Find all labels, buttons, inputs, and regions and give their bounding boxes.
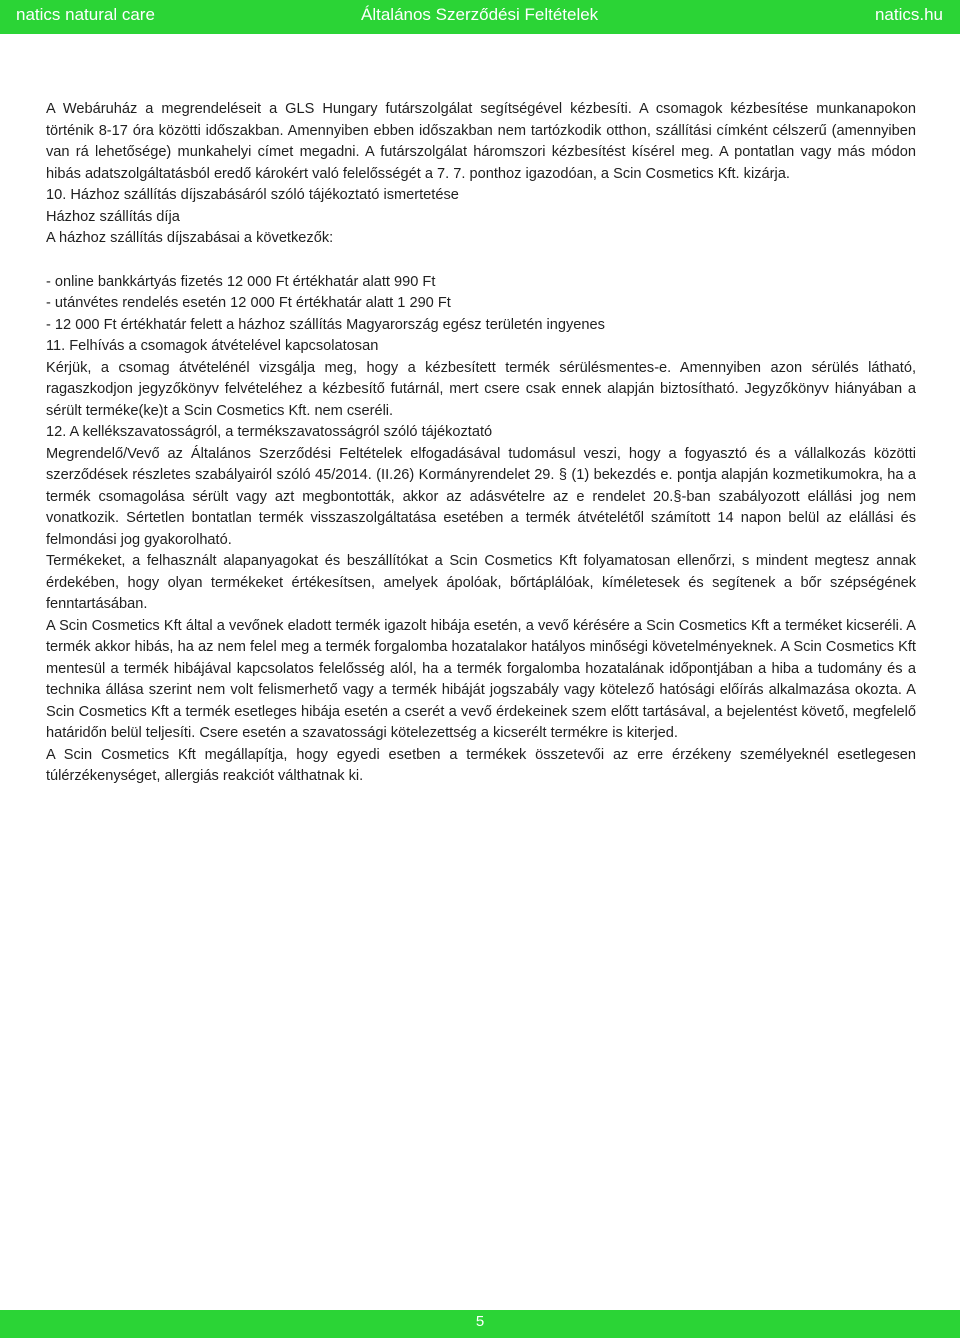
section-12-heading: 12. A kellékszavatosságról, a termékszavatosságról szóló tájékoztató (46, 424, 493, 440)
brand-name: natics natural care (16, 5, 155, 24)
section-10-lead: A házhoz szállítás díjszabásai a következők: (46, 230, 334, 246)
section-12-paragraph: A Scin Cosmetics Kft által a vevőnek eladott termék igazolt hibája esetén, a vevő kérésére a Scin Cosmetics Kft a terméket kicseréli. A termék akkor hibás, ha az nem felel meg a termék forgalomba hozatalakor hatályos minőségi követelményeknek. A Scin Cosmetics Kft mentesül a termék hibájával kapcsolatos felelősség alól, ha a termék forgalomba hozatalának időpontjában a hiba a tudomány és a technika állása szerint nem volt felismerhető vagy a termék hibáját jogszabály vagy kötelező hatósági előírás alkalmazása okozta. A Scin Cosmetics Kft a termék esetleges hibája esetén a cserét a vevő érdekeinek szem előtt tartásával, a bejelentést követő, megfelelő határidőn belül teljesíti. Csere esetén a szavatossági kötelezettség a kicserélt termékre is kiterjed. (46, 617, 916, 741)
site-url: natics.hu (874, 5, 943, 24)
section-12-paragraph: A Scin Cosmetics Kft megállapítja, hogy egyedi esetben a termékek összetevői az erre érzékeny személyeknél esetlegesen túlérzékenységet, allergiás reakciót válthatnak ki. (46, 746, 916, 784)
page-footer-bar (0, 1310, 960, 1338)
section-10 (46, 185, 916, 336)
section-12-paragraph: Megrendelő/Vevő az Általános Szerződési Feltételek elfogadásával tudomásul veszi, hogy a fogyasztó és a vállalkozás közötti szerződések részletes szabályairól szóló 45/2014. (II.26) Kormányrendelet 29. § (1) bekezdés e. pontja alapján kozmetikumokra, ha a termék csomagolása sérült vagy azt megbontották, akkor az adásvételre az e rendelet 20.§-ban szabályozott elállási jog nem vonatkozik. Sértetlen bontatlan termék visszaszolgáltatása esetében a termék átvételétől számított 14 napon belül az elállási és felmondási jog gyakorolható. (46, 445, 916, 548)
section-10-subheading: Házhoz szállítás díja (46, 208, 180, 225)
document-body (46, 99, 916, 788)
section-11 (46, 336, 916, 422)
section-12 (46, 422, 916, 788)
section-11-heading: 11. Felhívás a csomagok átvételével kapcsolatosan (46, 338, 379, 354)
fee-list-item: - utánvétes rendelés esetén 12 000 Ft értékhatár alatt 1 290 Ft (46, 295, 451, 311)
section-11-body: Kérjük, a csomag átvételénél vizsgálja meg, hogy a kézbesített termék sérülésmentes-e. Amennyiben azon sérülés látható, ragaszkodjon jegyzőkönyv felvételéhez a kézbesítő futárnál, mert csere csak ennek alapján biztosítható. Jegyzőkönyv hiányában a sérült terméke(ke)t a Scin Cosmetics Kft. nem cseréli. (46, 359, 916, 419)
fee-list-item: - online bankkártyás fizetés 12 000 Ft értékhatár alatt 990 Ft (46, 273, 436, 290)
section-10-heading: 10. Házhoz szállítás díjszabásáról szóló tájékoztató ismertetése (46, 187, 459, 203)
section-12-paragraph: Termékeket, a felhasznált alapanyagokat és beszállítókat a Scin Cosmetics Kft folyamatosan ellenőrzi, s mindent megtesz annak érdekében, hogy olyan termékeket értékesítsen, amelyek ápolóak, bőrtáplálóak, kíméletesek és segítenek a bőr szépségének fenntartásában. (46, 553, 916, 612)
page-number: 5 (475, 1313, 485, 1330)
page-header-bar (0, 0, 960, 34)
document-title: Általános Szerződési Feltételek (361, 5, 599, 24)
intro-paragraph: A Webáruház a megrendeléseit a GLS Hungary futárszolgálat segítségével kézbesíti. A csomagok kézbesítése munkanapokon történik 8-17 óra közötti időszakban. Amennyiben ebben időszakban nem tartózkodik otthon, szállítási címként célszerű (amennyiben van rá lehetősége) munkahelyi címet megadni. A futárszolgálat háromszori kézbesítést kísérel meg. A pontatlan vagy más módon hibás adatszolgáltatásból eredő károkért való felelősségét a 7. 7. ponthoz igazodóan, a Scin Cosmetics Kft. kizárja. (46, 101, 916, 182)
fee-list (46, 272, 916, 337)
fee-list-item: - 12 000 Ft értékhatár felett a házhoz szállítás Magyarország egész területén ingyenes (46, 316, 605, 333)
